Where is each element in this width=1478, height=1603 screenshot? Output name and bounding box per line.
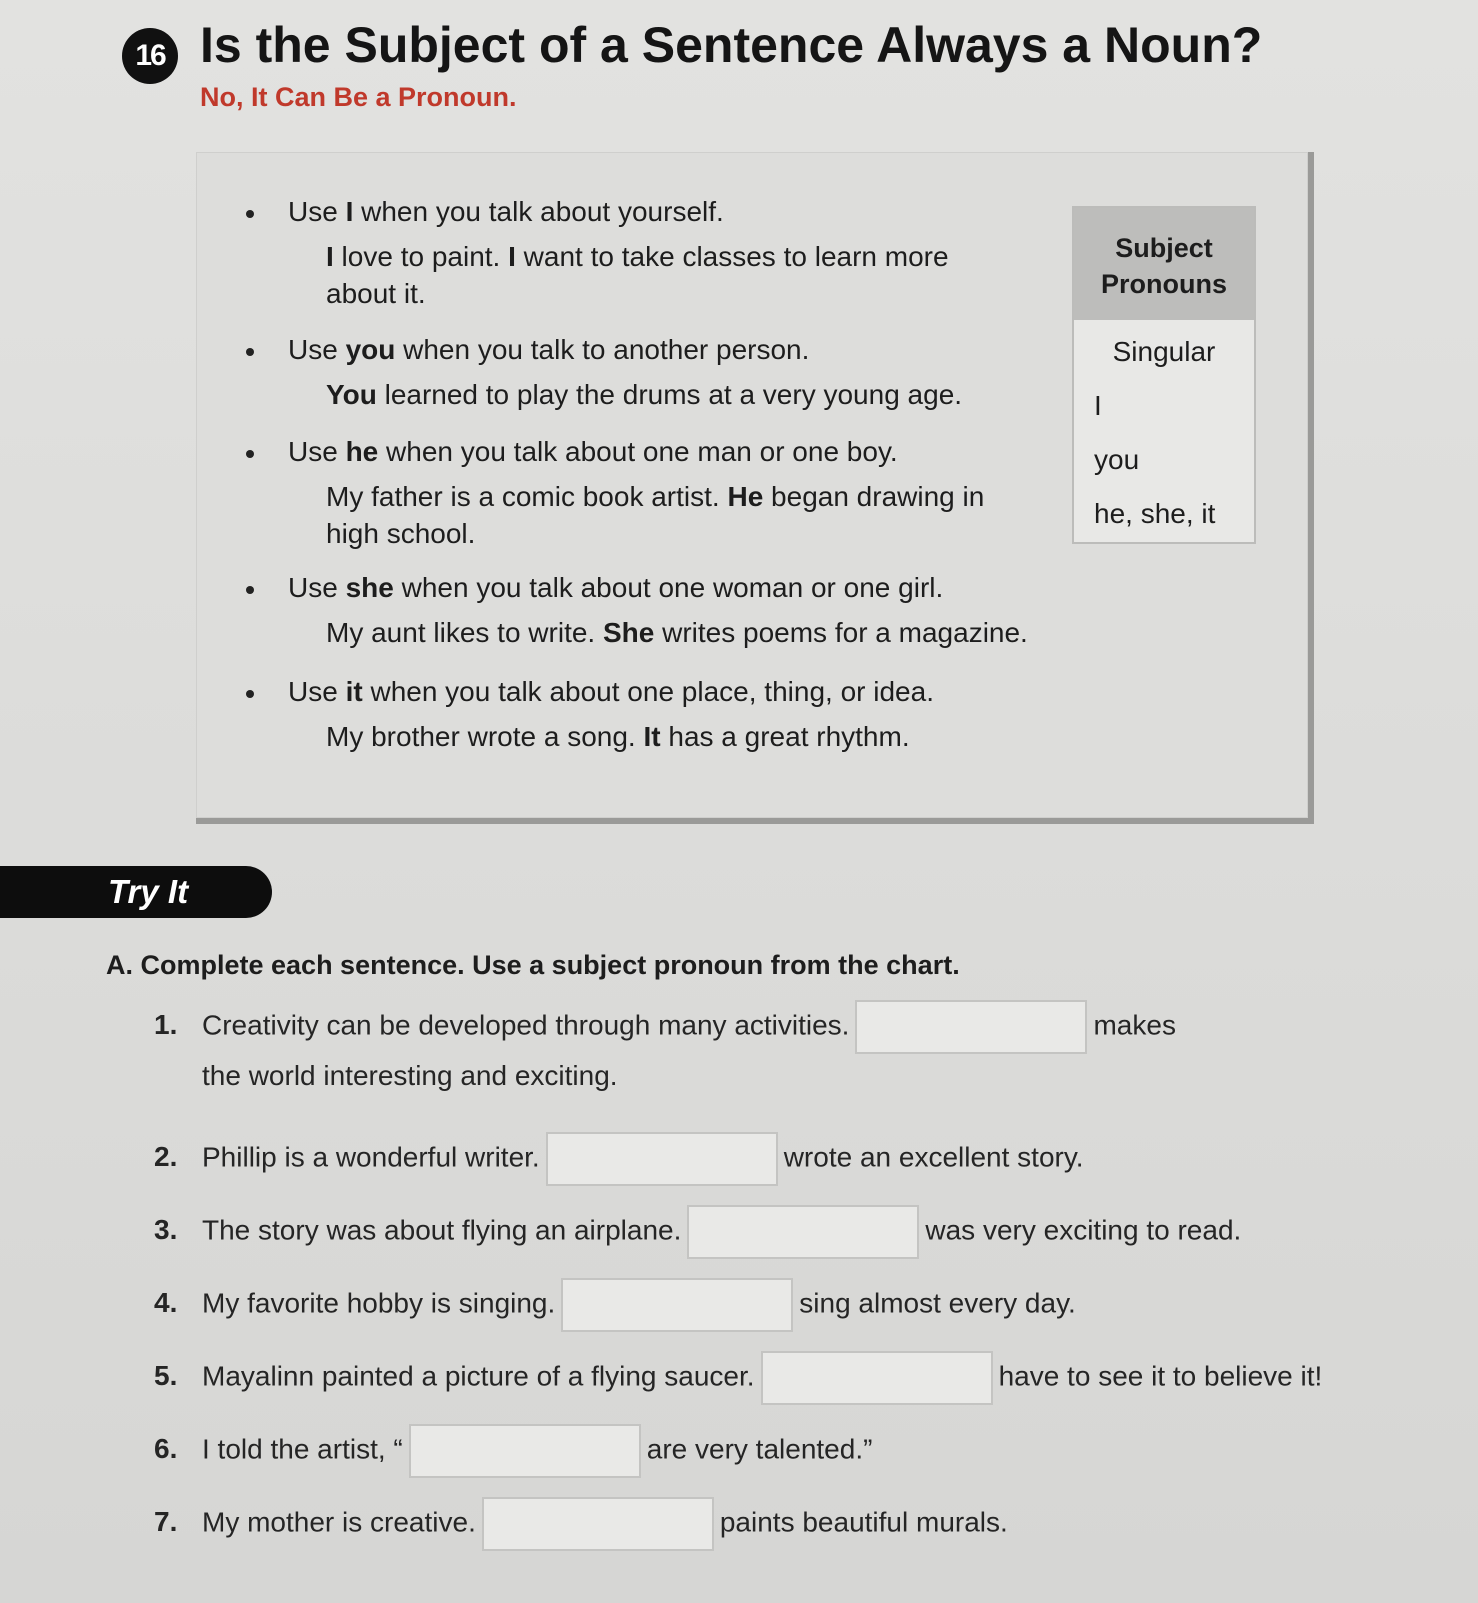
answer-blank-1[interactable] [855, 1000, 1087, 1054]
bullet-icon [246, 210, 254, 218]
chart-row: I [1094, 390, 1102, 421]
rule-example: My brother wrote a song. It has a great rhythm. [326, 721, 910, 752]
question-6: 6. I told the artist, “ are very talented.” [154, 1424, 872, 1478]
rules-box [196, 152, 1314, 824]
question-3: 3. The story was about flying an airplane. was very exciting to read. [154, 1205, 1241, 1259]
question-4: 4. My favorite hobby is singing. sing almost every day. [154, 1278, 1076, 1332]
chart-title: Subject Pronouns [1074, 208, 1254, 320]
rule-text: Use it when you talk about one place, thing, or idea. [288, 676, 934, 707]
page-subtitle: No, It Can Be a Pronoun. [200, 82, 517, 112]
question-1-continued: the world interesting and exciting. [202, 1060, 618, 1091]
rule-text: Use he when you talk about one man or one boy. [288, 436, 898, 467]
try-it-banner: Try It [0, 866, 272, 918]
answer-blank-5[interactable] [761, 1351, 993, 1405]
subject-pronouns-chart [1072, 206, 1256, 544]
bullet-icon [246, 586, 254, 594]
rule-item-she [246, 572, 1246, 651]
rule-text: Use she when you talk about one woman or one girl. [288, 572, 944, 603]
rule-example: I love to paint. I want to take classes to learn more about it. [326, 241, 949, 309]
exercise-instruction: A. Complete each sentence. Use a subject pronoun from the chart. [106, 950, 960, 980]
question-5: 5. Mayalinn painted a picture of a flying saucer. have to see it to believe it! [154, 1351, 1322, 1405]
bullet-icon [246, 348, 254, 356]
rule-example: You learned to play the drums at a very young age. [326, 379, 963, 410]
rule-text: Use you when you talk to another person. [288, 334, 810, 365]
answer-blank-4[interactable] [561, 1278, 793, 1332]
question-2: 2. Phillip is a wonderful writer. wrote an excellent story. [154, 1132, 1084, 1186]
rule-example: My aunt likes to write. She writes poems for a magazine. [326, 617, 1028, 648]
question-7: 7. My mother is creative. paints beautiful murals. [154, 1497, 1008, 1551]
chart-row: you [1094, 444, 1140, 475]
answer-blank-3[interactable] [687, 1205, 919, 1259]
rule-item-i [246, 196, 1066, 312]
rule-item-he [246, 436, 1066, 552]
chart-row: he, she, it [1094, 498, 1216, 529]
chart-column-header: Singular [1112, 336, 1216, 367]
rule-item-you [246, 334, 1066, 413]
bullet-icon [246, 690, 254, 698]
bullet-icon [246, 450, 254, 458]
answer-blank-2[interactable] [546, 1132, 778, 1186]
lesson-number-badge: 16 [122, 28, 178, 84]
rule-item-it [246, 676, 1246, 755]
answer-blank-7[interactable] [482, 1497, 714, 1551]
rule-example: My father is a comic book artist. He began drawing in high school. [326, 481, 985, 549]
question-1: 1. Creativity can be developed through many activities. makes the world interesting and exciting. [154, 1000, 1176, 1092]
rule-text: Use I when you talk about yourself. [288, 196, 724, 227]
page-title: Is the Subject of a Sentence Always a Noun? [200, 17, 1263, 73]
answer-blank-6[interactable] [409, 1424, 641, 1478]
